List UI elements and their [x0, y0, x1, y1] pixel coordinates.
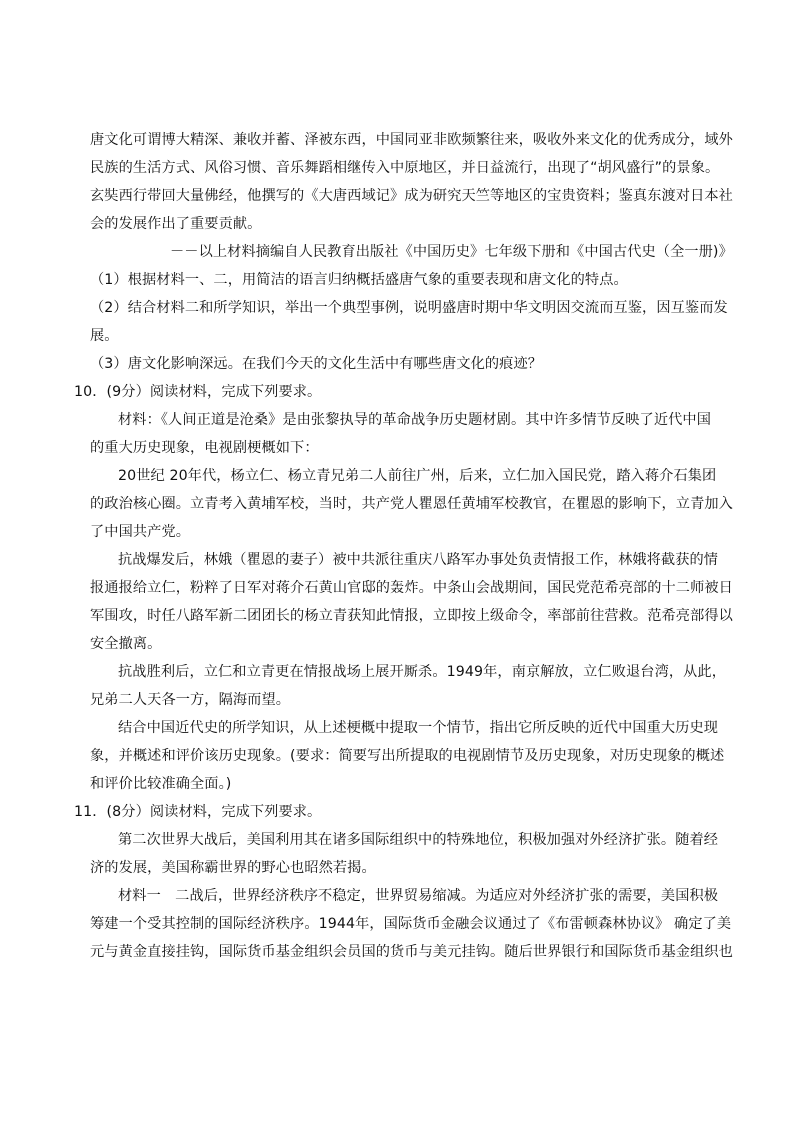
- q10-line: 和评价比较准确全面。): [90, 776, 232, 792]
- q10-line: 兄弟二人天各一方，隔海而望。: [90, 692, 291, 708]
- text-line: 玄奘西行带回大量佛经，他撰写的《大唐西域记》成为研究天竺等地区的宝贵资料；鉴真东渡对日本社: [90, 188, 733, 204]
- text-line: 民族的生活方式、风俗习惯、音乐舞蹈相继传入中原地区，并日益流行，出现了“胡风盛行”的景象。: [90, 160, 720, 176]
- q9-item-1: （1）根据材料一、二，用简洁的语言归纳概括盛唐气象的重要表现和唐文化的特点。: [90, 272, 628, 288]
- q10-line: 抗战胜利后，立仁和立青更在情报战场上展开厮杀。1949年，南京解放，立仁败退台湾，从此，: [118, 664, 727, 680]
- q11-line: 第二次世界大战后，美国利用其在诸多国际组织中的特殊地位，积极加强对外经济扩张。随着经: [118, 832, 719, 848]
- q9-item-3: （3）唐文化影响深远。在我们今天的文化生活中有哪些唐文化的痕迹？: [90, 356, 543, 372]
- q11-line: 筹建一个受其控制的国际经济秩序。1944年，国际货币金融会议通过了《布雷顿森林协议》 确定了美: [90, 916, 732, 932]
- q10-line: 安全撤离。: [90, 636, 162, 652]
- q9-item-2: （2）结合材料二和所学知识，举出一个典型事例，说明盛唐时期中华文明因交流而互鉴，因互鉴而发: [90, 300, 728, 316]
- question-9-subitems: [90, 266, 730, 378]
- material-two-text: [90, 126, 733, 238]
- q10-line: 军围攻，时任八路军新二团团长的杨立青获知此情报，立即按上级命令，率部前往营救。范希亮部得以: [90, 608, 733, 624]
- q10-line: 的政治核心圈。立青考入黄埔军校，当时，共产党人瞿恩任黄埔军校教官，在瞿恩的影响下，立青加入: [90, 496, 733, 512]
- question-10-header: 10．(9分）阅读材料，完成下列要求。: [74, 384, 322, 400]
- document-body: [74, 126, 733, 966]
- q10-line: 20世纪 20年代，杨立仁、杨立青兄弟二人前往广州，后来，立仁加入国民党，踏入蒋介石集团: [118, 468, 717, 484]
- text-line: 会的发展作出了重要贡献。: [90, 216, 262, 232]
- q10-line: 材料：《人间正道是沧桑》是由张黎执导的革命战争历史题材剧。其中许多情节反映了近代中国: [118, 412, 711, 428]
- q10-line: 结合中国近代史的所学知识，从上述梗概中提取一个情节，指出它所反映的近代中国重大历史现: [118, 720, 719, 736]
- text-line: 唐文化可谓博大精深、兼收并蓄、泽被东西，中国同亚非欧频繁往来，吸收外来文化的优秀成分，域外: [90, 132, 733, 148]
- q11-line: 元与黄金直接挂钩，国际货币基金组织会员国的货币与美元挂钩。随后世界银行和国际货币基金组织也: [90, 944, 733, 960]
- q10-line: 报通报给立仁，粉粹了日军对蒋介石黄山官邸的轰炸。中条山会战期间，国民党范希亮部的十二师被日: [90, 580, 733, 596]
- q10-line: 象，并概述和评价该历史现象。(要求：简要写出所提取的电视剧情节及历史现象，对历史现象的概述: [90, 748, 725, 764]
- q9-item-2-cont: 展。: [90, 328, 119, 344]
- q10-line: 抗战爆发后，林娥（瞿恩的妻子）被中共派往重庆八路军办事处负责情报工作，林娥将截获的情: [118, 552, 719, 568]
- q10-line: 的重大历史现象，电视剧梗概如下：: [90, 440, 319, 456]
- q10-line: 了中国共产党。: [90, 524, 191, 540]
- q11-line: 济的发展，美国称霸世界的野心也昭然若揭。: [90, 860, 376, 876]
- source-citation: －－以上材料摘编自人民教育出版社《中国历史》七年级下册和《中国古代史（全一册)》: [170, 244, 733, 260]
- question-11: [74, 798, 733, 966]
- question-10: [74, 378, 733, 798]
- question-11-header: 11．(8分）阅读材料，完成下列要求。: [74, 804, 322, 820]
- q11-line: 材料一 二战后，世界经济秩序不稳定，世界贸易缩减。为适应对外经济扩张的需要，美国积极: [118, 888, 719, 904]
